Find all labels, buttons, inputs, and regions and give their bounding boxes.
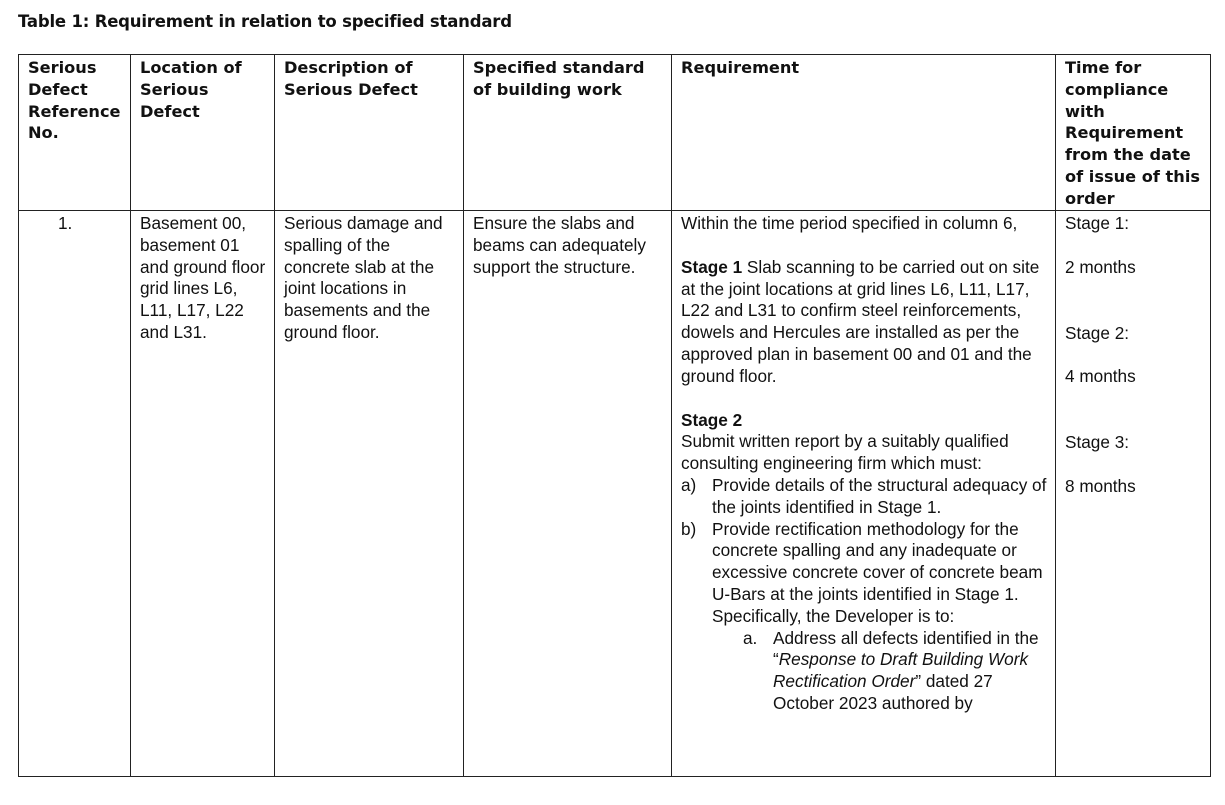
header-time: Time for compliance with Requirement from the date of issue of this order (1056, 55, 1211, 211)
list-item (681, 475, 1051, 519)
cell-time (1056, 211, 1211, 777)
header-location: Location of Serious Defect (131, 55, 275, 211)
requirements-table (18, 54, 1211, 777)
sub-list (681, 628, 1051, 715)
cell-standard: Ensure the slabs and beams can adequately support the structure. (464, 211, 672, 777)
list-item (681, 519, 1051, 628)
time-stage1-period: 2 months (1065, 256, 1136, 277)
list-item (681, 628, 1051, 715)
requirement-intro: Within the time period specified in column 6, (681, 213, 1018, 233)
time-stage3-period: 8 months (1065, 475, 1136, 496)
header-ref-no: Serious Defect Reference No. (19, 55, 131, 211)
table-caption: Table 1: Requirement in relation to specified standard (18, 12, 512, 31)
time-stage1-label: Stage 1: (1065, 213, 1130, 233)
list-marker: b) (681, 518, 697, 539)
time-stage2-period: 4 months (1065, 366, 1136, 387)
list-marker: a. (743, 627, 758, 648)
header-description: Description of Serious Defect (275, 55, 464, 211)
stage1-text: Slab scanning to be carried out on site at the joint locations at grid lines L6, L11, L17, L22 and L31 to confirm steel reinforcements, dowels and Hercules are installed as per the approved plan in basement 00 and 01 and the ground floor. (681, 256, 1040, 386)
time-stage2-label: Stage 2: (1065, 322, 1130, 343)
stage1-paragraph (681, 257, 1051, 388)
cell-requirement (672, 211, 1056, 777)
sub-item-post: ” dated 27 October 2023 authored by (773, 671, 993, 713)
stage1-label: Stage 1 (681, 256, 743, 277)
cell-location: Basement 00, basement 01 and ground floor grid lines L6, L11, L17, L22 and L31. (131, 211, 275, 777)
cell-ref-no: 1. (19, 211, 131, 777)
list-item-text: Provide rectification methodology for the concrete spalling and any inadequate or excessive concrete cover of concrete beam U-Bars at the joints identified in Stage 1. Specifically, the Developer is to: (712, 518, 1043, 626)
table-row (19, 211, 1211, 777)
header-standard: Specified standard of building work (464, 55, 672, 211)
sub-item-title: Response to Draft Building Work Rectification Order (773, 649, 1029, 692)
table-header-row (19, 55, 1211, 211)
list-item-text: Provide details of the structural adequacy of the joints identified in Stage 1. (712, 474, 1047, 517)
sub-item-pre: Address all defects identified in the “ (773, 627, 1039, 670)
cell-description: Serious damage and spalling of the concrete slab at the joint locations in basements and the ground floor. (275, 211, 464, 777)
header-requirement: Requirement (672, 55, 1056, 211)
list-marker: a) (681, 474, 697, 495)
stage2-label: Stage 2 (681, 409, 743, 430)
stage2-list (681, 475, 1051, 628)
stage2-text: Submit written report by a suitably qualified consulting engineering firm which must: (681, 431, 1009, 474)
time-stage3-label: Stage 3: (1065, 432, 1130, 453)
